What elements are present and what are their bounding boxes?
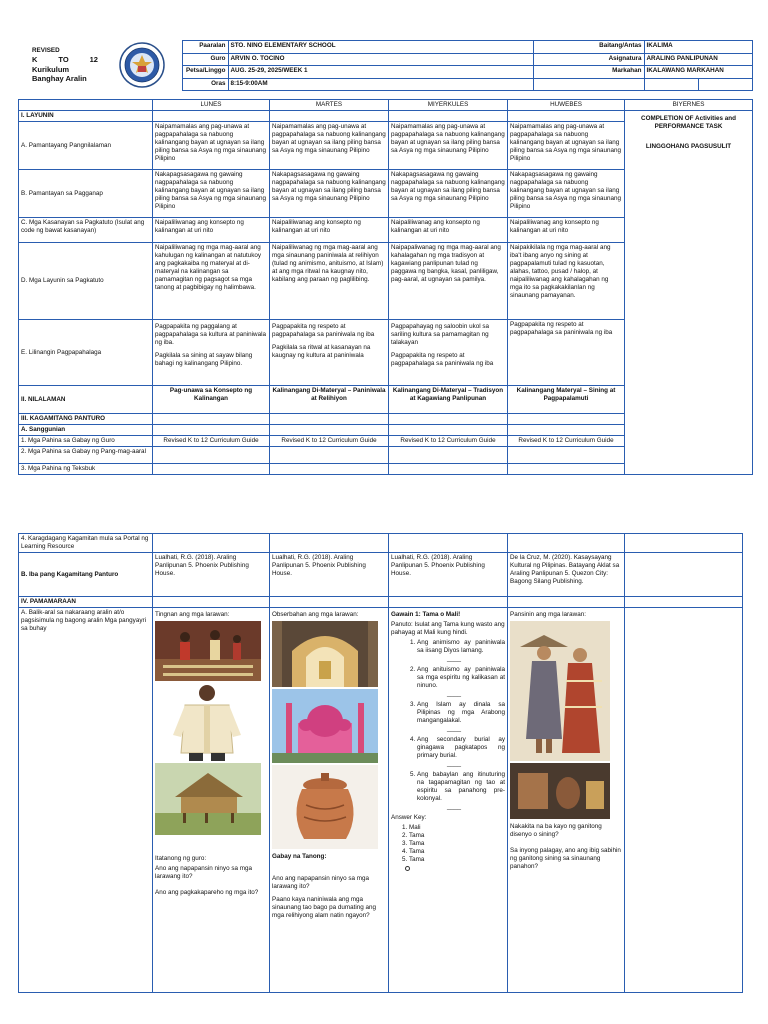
mosque-photo <box>272 689 378 763</box>
row-label-gabay-guro: 1. Mga Pahina sa Gabay ng Guro <box>19 436 153 447</box>
e-martes-text-1: Pagpapakita ng respeto at pagpapahalaga sa paniniwala ng iba <box>272 323 375 338</box>
quiz-item: 4. Ang secondary burial ay ginagawa pagkatapos ng primary burial. ____ <box>417 736 505 768</box>
revised-label: REVISED <box>32 46 60 54</box>
cell-b-miyerkules: Nakapagsasagawa ng gawaing nagpapahalaga sa nabuong kalinangang bayan at ugnayan sa ilang piling bansa sa Asya ng mga sinaunang Pilipino <box>389 170 508 218</box>
k-label: K <box>32 55 38 64</box>
petsa-label: Petsa/Linggo <box>182 66 228 79</box>
biyernes-notes <box>625 111 753 475</box>
answer-key-item: 4. Tama <box>409 848 505 856</box>
cell-b-martes: Nakapagsasagawa ng gawaing nagpapahalaga sa nabuong kalinangang bayan at ugnayan sa ilang piling bansa sa Asya ng mga sinaunang Pilipino <box>270 170 389 218</box>
lesson-plan-table-continued <box>18 533 743 993</box>
empty-cell <box>270 447 389 464</box>
martes-question-1: Ano ang napapansin ninyo sa mga larawang ito? <box>272 875 369 890</box>
cell-d-lunes: Naipaliliwanag ng mga mag-aaral ang kahulugan ng kalinangan at natutukoy ang pagkakaiba ng materyal at di-materyal na kalinangan sa pamamagitan ng pagsagot sa mga tanong at pagbibigay ng halimbawa. <box>153 243 270 320</box>
e-lunes-text-1: Pagpapakita ng paggalang at pagpapahalaga sa kultura at paniniwala ng iba. <box>155 323 266 346</box>
empty-cell <box>389 464 508 475</box>
cell-nilalaman-miyerkules: Kalinangang Di-Materyal – Tradisyon at Kagawiang Panlipunan <box>389 386 508 414</box>
seal-cell <box>102 41 182 91</box>
empty-cell <box>389 534 508 553</box>
guro-value: ARVIN O. TOCINO <box>228 53 533 66</box>
row-label-gabay-mag-aaral: 2. Mga Pahina sa Gabay ng Pang-mag-aaral <box>19 447 153 464</box>
martes-intro: Obserbahan ang mga larawan: <box>272 611 359 618</box>
markahan-value: IKALAWANG MARKAHAN <box>644 66 752 79</box>
empty-cell <box>270 414 389 425</box>
cell-balik-miyerkules <box>389 608 508 993</box>
cell-gabay-guro-lunes: Revised K to 12 Curriculum Guide <box>153 436 270 447</box>
cell-c-lunes: Naipaliliwanag ang konsepto ng kalinangan at uri nito <box>153 218 270 243</box>
empty-cell <box>625 534 743 553</box>
paaralan-label: Paaralan <box>182 41 228 54</box>
empty-cell <box>389 447 508 464</box>
empty-cell <box>508 111 625 122</box>
lesson-plan-table <box>18 99 753 475</box>
empty-cell <box>153 597 270 608</box>
answer-key-item: 5. Tama <box>409 856 505 864</box>
empty-cell <box>153 464 270 475</box>
lunes-question-1: Ano ang napapansin ninyo sa mga larawang ito? <box>155 865 252 880</box>
section-kagamitan: III. KAGAMITANG PANTURO <box>19 414 153 425</box>
day-header-martes: MARTES <box>270 100 389 111</box>
row-label-pamantayang-pangnilalaman: A. Pamantayang Pangnilalaman <box>19 122 153 170</box>
day-header-lunes: LUNES <box>153 100 270 111</box>
asignatura-value: ARALING PANLIPUNAN <box>644 53 752 66</box>
markahan-label: Markahan <box>533 66 644 79</box>
cell-b-huwebes: Nakapagsasagawa ng gawaing nagpapahalaga sa nabuong kalinangang bayan at ugnayan sa ilang piling bansa sa Asya ng mga sinaunang Pilipino <box>508 170 625 218</box>
miyerkules-gawain-title: Gawain 1: Tama o Mali! <box>391 611 461 618</box>
oras-value: 8:15-9:00AM <box>228 78 533 91</box>
e-miyerkules-text-2: Pagpapakita ng respeto at pagpapahalaga sa paniniwala ng iba <box>391 352 494 367</box>
barong-photo <box>167 683 247 761</box>
empty-cell <box>270 597 389 608</box>
cell-b-lunes: Nakapagsasagawa ng gawaing nagpapahalaga sa nabuong kalinangang bayan at ugnayan sa ilang piling bansa sa Asya ng mga sinaunang Pilipino <box>153 170 270 218</box>
row-label-kasanayan: C. Mga Kasanayan sa Pagkatuto (Isulat ang code ng bawat kasanayan) <box>19 218 153 243</box>
cell-a-huwebes: Naipamamalas ang pag-unawa at pagpapahalaga sa nabuong kalinangang bayan at ugnayan sa ilang piling bansa sa Asya ng mga sinaunang Pilipino <box>508 122 625 170</box>
empty-cell <box>153 425 270 436</box>
empty-cell <box>270 111 389 122</box>
oras-label: Oras <box>182 78 228 91</box>
cell-c-huwebes: Naipaliliwanag ang konsepto ng kalinangan at uri nito <box>508 218 625 243</box>
cell-a-miyerkules: Naipamamalas ang pag-unawa at pagpapahalaga sa nabuong kalinangang bayan at ugnayan sa ilang piling bansa sa Asya ng mga sinaunang Pilipino <box>389 122 508 170</box>
tama-mali-list <box>405 639 505 811</box>
section-layunin: I. LAYUNIN <box>19 111 153 122</box>
empty-cell <box>625 553 743 597</box>
empty-cell <box>153 111 270 122</box>
empty-cell <box>19 100 153 111</box>
empty-cell <box>270 534 389 553</box>
empty-cell <box>508 414 625 425</box>
empty-cell <box>533 78 644 91</box>
row-label-sanggunian: A. Sanggunian <box>19 425 153 436</box>
row-label-karagdagang-kagamitan: 4. Karagdagang Kagamitan mula sa Portal ng Learning Resource <box>19 534 153 553</box>
dance-photo <box>155 621 261 681</box>
empty-cell <box>389 414 508 425</box>
day-header-miyerkules: MIYERKULES <box>389 100 508 111</box>
empty-cell <box>389 111 508 122</box>
empty-cell <box>508 534 625 553</box>
cell-gabay-guro-huwebes: Revised K to 12 Curriculum Guide <box>508 436 625 447</box>
quiz-item: 2. Ang anituismo ay paniniwala sa mga espiritu ng kalikasan at ninuno. ____ <box>417 666 505 698</box>
empty-cell <box>153 534 270 553</box>
cell-balik-huwebes <box>508 608 625 993</box>
empty-cell <box>644 78 698 91</box>
day-header-biyernes: BIYERNES <box>625 100 753 111</box>
traditional-attire-photo <box>510 621 610 761</box>
cell-gabay-guro-martes: Revised K to 12 Curriculum Guide <box>270 436 389 447</box>
kurikulum-label: Kurikulum <box>32 64 70 74</box>
answer-key-list <box>409 824 505 864</box>
martes-gabay-label: Gabay na Tanong: <box>272 853 327 860</box>
row-label-teksbuk: 3. Mga Pahina ng Teksbuk <box>19 464 153 475</box>
empty-cell <box>698 78 752 91</box>
lunes-question-intro: Itatanong ng guro: <box>155 855 207 862</box>
e-lunes-text-2: Pagkilala sa sining at sayaw bilang bahagi ng kalinangang Pilipino. <box>155 352 253 367</box>
empty-cell <box>270 425 389 436</box>
section-pamamaraan: IV. PAMAMARAAN <box>19 597 153 608</box>
empty-bullet-icon <box>405 866 410 871</box>
empty-cell <box>153 414 270 425</box>
answer-key-item: 3. Tama <box>409 840 505 848</box>
to-label: TO <box>58 55 69 64</box>
cell-nilalaman-huwebes: Kalinangang Materyal – Sining at Pagpapalamuti <box>508 386 625 414</box>
answer-key-label: Answer Key: <box>391 814 427 821</box>
cell-a-martes: Naipamamalas ang pag-unawa at pagpapahalaga sa nabuong kalinangang bayan at ugnayan sa ilang piling bansa sa Asya ng mga sinaunang Pilipino <box>270 122 389 170</box>
empty-cell <box>153 447 270 464</box>
huwebes-question-1: Nakakita na ba kayo ng ganitong disenyo o sining? <box>510 823 602 838</box>
quiz-item: 5. Ang babaylan ang itinuturing na tagapamagitan ng tao at espiritu sa panahong pre-kolonyal. ____ <box>417 771 505 811</box>
quiz-item: 3. Ang Islam ay dinala sa Pilipinas ng mga Arabong mangangalakal. ____ <box>417 701 505 733</box>
baitang-value: IKALIMA <box>644 41 752 54</box>
cell-iba-lunes: Lualhati, R.G. (2018). Araling Panlipunan 5. Phoenix Publishing House. <box>153 553 270 597</box>
empty-cell <box>508 447 625 464</box>
e-martes-text-2: Pagkilala sa ritwal at kasanayan na kaugnay ng kultura at paniniwala <box>272 344 371 359</box>
header-table <box>28 40 753 91</box>
quiz-item: 1. Ang animismo ay paniniwala sa iisang Diyos lamang. ____ <box>417 639 505 663</box>
empty-cell <box>270 464 389 475</box>
cell-iba-huwebes: De la Cruz, M. (2020). Kasaysayang Kultural ng Pilipinas. Batayang Aklat sa Araling Panlipunan 5. Quezon City: Bagong Silang Publishing. <box>508 553 625 597</box>
cell-e-huwebes: Pagpapakita ng respeto at pagpapahalaga sa paniniwala ng iba <box>508 320 625 386</box>
cell-a-lunes: Naipamamalas ang pag-unawa at pagpapahalaga sa nabuong kalinangang bayan at ugnayan sa ilang piling bansa sa Asya ng mga sinaunang Pilipino <box>153 122 270 170</box>
empty-cell <box>625 608 743 993</box>
empty-cell <box>389 425 508 436</box>
paaralan-value: STO. NINO ELEMENTARY SCHOOL <box>228 41 533 54</box>
section-nilalaman: II. NILALAMAN <box>19 386 153 414</box>
friday-note-completion: COMPLETION OF Activities and PERFORMANCE TASK <box>641 115 736 130</box>
row-label-balik-aral: A. Balik-aral sa nakaraang aralin at/o pagsisimula ng bagong aralin Mga pangyayri sa buhay <box>19 608 153 993</box>
petsa-value: AUG. 25-29, 2025/WEEK 1 <box>228 66 533 79</box>
guro-label: Guro <box>182 53 228 66</box>
row-label-pagpapahalaga: E. Lilinangin Pagpapahalaga <box>19 320 153 386</box>
empty-cell <box>389 597 508 608</box>
header-title-block <box>28 41 102 91</box>
miyerkules-panuto: Panuto: Isulat ang Tama kung wasto ang pahayag at Mali kung hindi. <box>391 621 505 636</box>
cell-balik-martes <box>270 608 389 993</box>
row-label-pamantayan-pagganap: B. Pamantayan sa Pagganap <box>19 170 153 218</box>
cell-nilalaman-lunes: Pag-unawa sa Konsepto ng Kalinangan <box>153 386 270 414</box>
banghay-label: Banghay Aralin <box>32 74 87 83</box>
martes-question-2: Paano kaya naniniwala ang mga sinaunang tao bago pa dumating ang mga relihiyong alam natin ngayon? <box>272 896 376 919</box>
twelve-label: 12 <box>89 55 98 64</box>
friday-note-pagsusulit: LINGGOHANG PAGSUSULIT <box>645 143 732 150</box>
cell-iba-miyerkules: Lualhati, R.G. (2018). Araling Panlipunan 5. Phoenix Publishing House. <box>389 553 508 597</box>
cell-c-martes: Naipaliliwanag ang konsepto ng kalinangan at uri nito <box>270 218 389 243</box>
e-miyerkules-text-1: Pagpapahayag ng saloobin ukol sa sariling kultura sa pamamagitan ng talakayan <box>391 323 490 346</box>
cell-gabay-guro-miyerkules: Revised K to 12 Curriculum Guide <box>389 436 508 447</box>
answer-key-item: 2. Tama <box>409 832 505 840</box>
cell-c-miyerkules: Naipaliliwanag ang konsepto ng kalinangan at uri nito <box>389 218 508 243</box>
empty-cell <box>625 597 743 608</box>
nipa-hut-photo <box>155 763 261 835</box>
burial-jar-photo <box>272 765 378 849</box>
baitang-label: Baitang/Antas <box>533 41 644 54</box>
row-label-iba-pang-kagamitan: B. Iba pang Kagamitang Panturo <box>19 553 153 597</box>
empty-cell <box>508 597 625 608</box>
deped-seal-icon <box>119 42 165 88</box>
cell-e-lunes <box>153 320 270 386</box>
cell-nilalaman-martes: Kalinangang Di-Materyal – Paniniwala at Relihiyon <box>270 386 389 414</box>
cell-d-martes: Naipaliliwanag ng mga mag-aaral ang mga sinaunang paniniwala at relihiyon (tulad ng animismo, anituismo, at Islam) at ang mga ritwal na kaugnay nito, kabilang ang paraan ng paglilibing. <box>270 243 389 320</box>
church-photo <box>272 621 378 687</box>
cell-iba-martes: Lualhati, R.G. (2018). Araling Panlipunan 5. Phoenix Publishing House. <box>270 553 389 597</box>
cell-e-martes <box>270 320 389 386</box>
cell-e-miyerkules <box>389 320 508 386</box>
asignatura-label: Asignatura <box>533 53 644 66</box>
huwebes-question-2: Sa inyong palagay, ano ang ibig sabihin ng ganitong sining sa sinaunang panahon? <box>510 847 621 870</box>
cell-d-miyerkules: Naipapaliwanag ng mga mag-aaral ang kahalagahan ng mga tradisyon at kagawiang panlipunan tulad ng paggawa ng bangka, kasal, panliligaw, pag-aaral, at ugnayan sa pamilya. <box>389 243 508 320</box>
answer-key-item: 1. Mali <box>409 824 505 832</box>
huwebes-intro: Pansinin ang mga larawan: <box>510 611 586 618</box>
row-label-layunin-pagkatuto: D. Mga Layunin sa Pagkatuto <box>19 243 153 320</box>
cell-balik-lunes <box>153 608 270 993</box>
lunes-intro: Tingnan ang mga larawan: <box>155 611 230 618</box>
day-header-huwebes: HUWEBES <box>508 100 625 111</box>
empty-cell <box>508 464 625 475</box>
lunes-question-2: Ano ang pagkakapareho ng mga ito? <box>155 889 259 896</box>
artifacts-photo <box>510 763 610 819</box>
k-to-12-label <box>32 55 98 65</box>
cell-d-huwebes: Naipakikilala ng mga mag-aaral ang iba't ibang anyo ng sining at pagpapalamuti tulad ng kasuotan, alahas, tattoo, pusad / halop, at naipaliliwanag ang kahalagahan ng mga ito sa pagkakakilanlan ng sinaunang pamayanan. <box>508 243 625 320</box>
empty-cell <box>508 425 625 436</box>
